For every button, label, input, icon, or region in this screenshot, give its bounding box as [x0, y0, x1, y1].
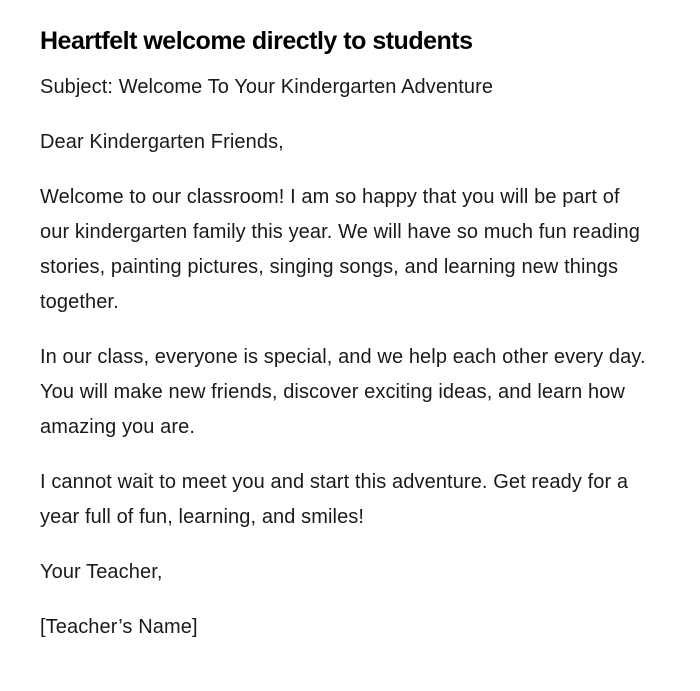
closing: Your Teacher, [40, 561, 163, 583]
subject-line: Subject: Welcome To Your Kindergarten Adventure [40, 76, 494, 98]
body-paragraph-3: I cannot wait to meet you and start this adventure. Get ready for a year full of fun, learning, and smiles! [40, 471, 629, 528]
document-title: Heartfelt welcome directly to students [40, 27, 473, 55]
greeting: Dear Kindergarten Friends, [40, 131, 284, 153]
letter-document [40, 24, 650, 665]
body-paragraph-2: In our class, everyone is special, and we help each other every day. You will make new friends, discover exciting ideas, and learn how amazing you are. [40, 346, 646, 438]
body-paragraph-1: Welcome to our classroom! I am so happy that you will be part of our kindergarten family this year. We will have so much fun reading stories, painting pictures, singing songs, and learning new things together. [40, 186, 640, 313]
signature-placeholder: [Teacher’s Name] [40, 616, 198, 638]
